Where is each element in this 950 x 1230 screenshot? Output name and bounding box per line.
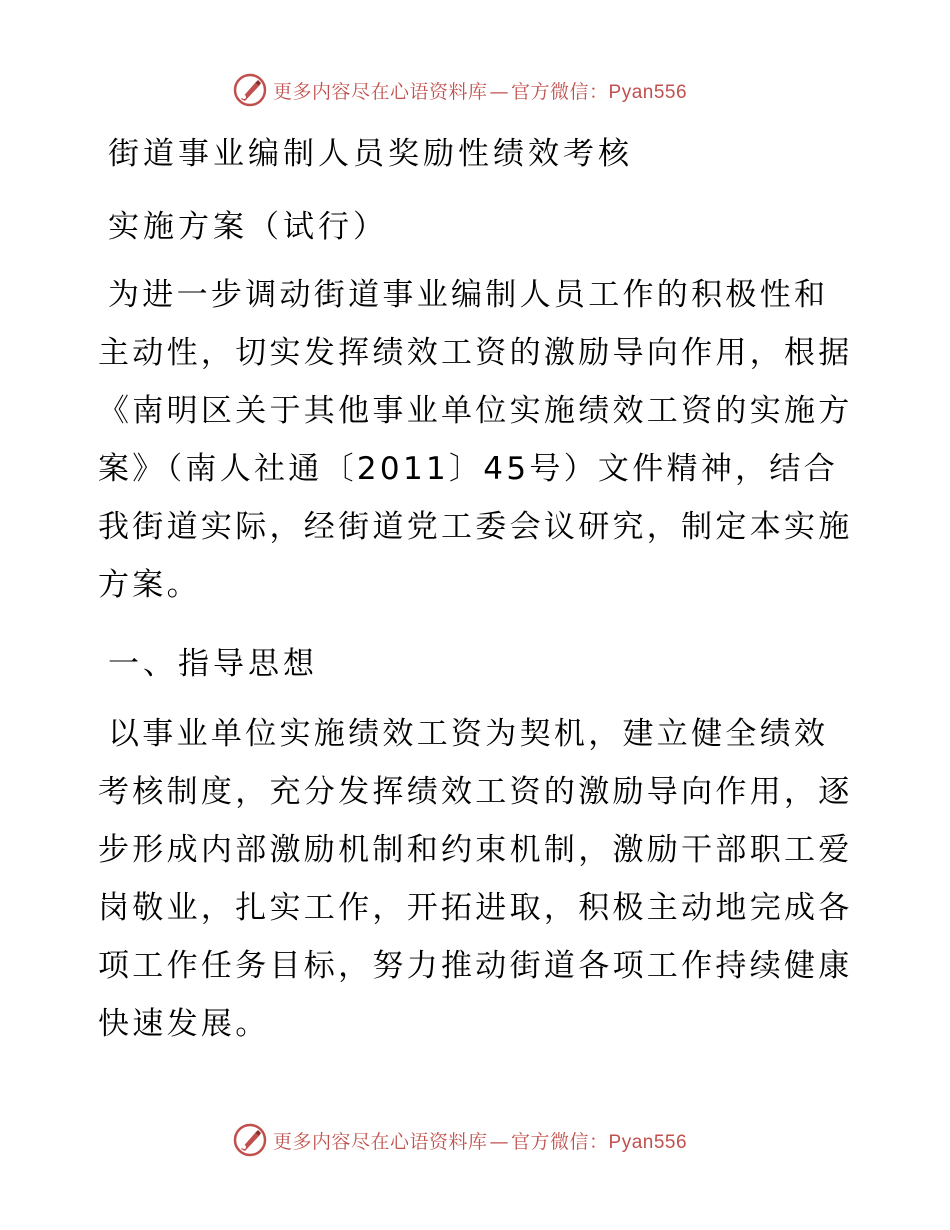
document-subtitle: 实施方案（试行） [108,209,388,245]
watermark-banner-bottom [233,1120,687,1160]
watermark-text [273,1127,687,1154]
watermark-separator: — [489,1130,510,1153]
watermark-wechat-id: Pyan556 [608,81,688,103]
watermark-wechat-id: Pyan556 [608,1131,688,1153]
watermark-text [273,77,687,104]
watermark-banner-top [233,70,687,110]
document-title: 街道事业编制人员奖励性绩效考核 [108,136,633,172]
watermark-separator: — [489,80,510,103]
watermark-wechat-label: 官方微信： [511,80,609,103]
watermark-slogan: 更多内容尽在心语资料库 [273,1130,488,1153]
body-paragraph-1: 为进一步调动街道事业编制人员工作的积极性和主动性，切实发挥绩效工资的激励导向作用，根据《南明区关于其他事业单位实施绩效工资的实施方案》（南人社通〔2011〕45号）文件精神，结合我街道实际，经街道党工委会议研究，制定本实施方案。 [98,277,853,603]
section-heading-guiding-ideology: 一、指导思想 [108,646,318,682]
watermark-wechat-label: 官方微信： [511,1130,609,1153]
pen-logo-icon [233,1123,267,1157]
body-paragraph-2: 以事业单位实施绩效工资为契机，建立健全绩效考核制度，充分发挥绩效工资的激励导向作用，逐步形成内部激励机制和约束机制，激励干部职工爱岗敬业，扎实工作，开拓进取，积极主动地完成各项工作任务目标，努力推动街道各项工作持续健康快速发展。 [98,716,853,1042]
watermark-slogan: 更多内容尽在心语资料库 [273,80,488,103]
pen-logo-icon [233,73,267,107]
